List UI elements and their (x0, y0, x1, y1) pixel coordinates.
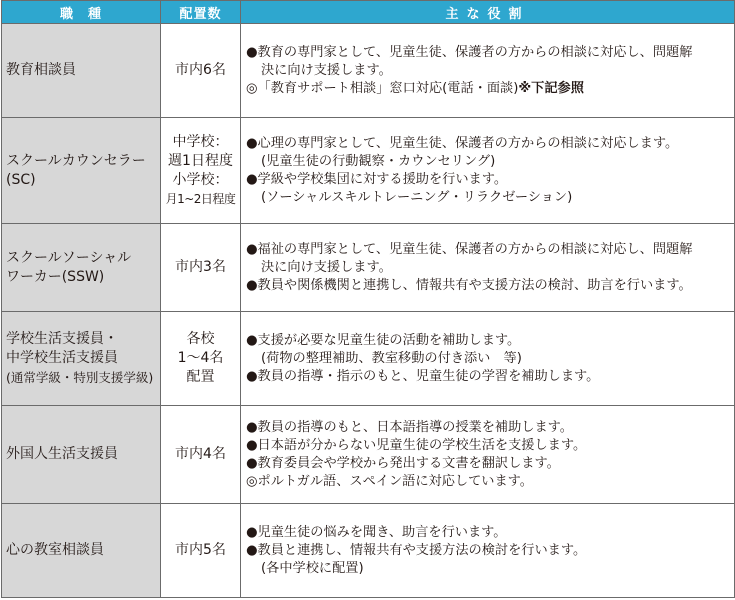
role-name-line: スクールソーシャル (6, 249, 132, 266)
staff-count-line: 市内3名 (175, 259, 226, 275)
see-below-note: ※下記参照 (518, 80, 584, 96)
duty-line (246, 542, 728, 560)
staff-count-line: 1～4名 (177, 350, 224, 366)
duty-line (246, 368, 728, 386)
table-row (2, 406, 735, 504)
duty-text: ●教員や関係機関と連携し、情報共有や支援方法の検討、助言を行います。 (246, 277, 692, 293)
staff-count-line: 月1~2日程度 (165, 191, 236, 206)
duty-text: ●教育委員会や学校から発出する文書を翻訳します。 (246, 455, 560, 471)
duty-text: ●日本語が分からない児童生徒の学校生活を支援します。 (246, 437, 587, 453)
duty-text: ●心理の専門家として、児童生徒、保護者の方からの相談に対応します。 (246, 135, 679, 151)
duty-cell (241, 504, 735, 598)
role-cell (2, 504, 161, 598)
duty-text: (ソーシャルスキルトレーニング・リラクゼーション) (261, 189, 573, 205)
table-row (2, 224, 735, 312)
role-cell (2, 24, 161, 118)
duty-text: (各中学校に配置) (261, 560, 364, 576)
duty-text: ●児童生徒の悩みを聞き、助言を行います。 (246, 524, 507, 540)
duty-line (246, 241, 728, 259)
role-name-line: (通常学級・特別支援学級) (6, 370, 154, 385)
duty-line (246, 473, 728, 491)
duty-text: (荷物の整理補助、教室移動の付き添い 等) (261, 350, 522, 366)
duty-line (246, 44, 728, 62)
role-name-line: スクールカウンセラー (6, 152, 146, 169)
duty-text: ◎「教育サポート相談」窓口対応(電話・面談) (246, 80, 519, 96)
role-name-line: 中学校生活支援員 (6, 350, 118, 366)
duty-line (246, 524, 728, 542)
table-row (2, 312, 735, 406)
header-role: 職 種 (2, 1, 161, 24)
role-cell (2, 224, 161, 312)
role-name-line: 学校生活支援員・ (6, 331, 118, 347)
duty-cell (241, 406, 735, 504)
duty-line (246, 259, 728, 277)
staff-count-line: 中学校： (172, 133, 229, 150)
duty-line (246, 455, 728, 473)
duty-line (246, 135, 728, 153)
duty-cell (241, 24, 735, 118)
staff-count-cell (161, 224, 241, 312)
duty-line (246, 419, 728, 437)
role-name-line: (SC) (6, 171, 36, 188)
duty-cell (241, 224, 735, 312)
staff-count-cell (161, 312, 241, 406)
duty-text: ●学級や学校集団に対する援助を行います。 (246, 171, 508, 187)
staff-count-cell (161, 406, 241, 504)
duty-line (246, 332, 728, 350)
duty-line (246, 277, 728, 295)
staff-count-line: 小学校： (172, 171, 229, 188)
staff-count-cell (161, 24, 241, 118)
staff-count-line: 週1日程度 (168, 152, 233, 169)
staff-roles-table (1, 0, 735, 598)
duty-line (246, 350, 728, 368)
role-name-line: ワーカー(SSW) (6, 268, 105, 285)
role-cell (2, 312, 161, 406)
staff-count-line: 各校 (186, 331, 215, 347)
staff-count-cell (161, 504, 241, 598)
duty-text: ●教員の指導のもと、日本語指導の授業を補助します。 (246, 419, 573, 435)
duty-text: 決に向け支援します。 (261, 259, 392, 275)
duty-line (246, 437, 728, 455)
role-cell (2, 406, 161, 504)
duty-line (246, 80, 728, 98)
duty-text: (児童生徒の行動観察・カウンセリング) (261, 153, 496, 169)
role-cell (2, 118, 161, 224)
duty-line (246, 171, 728, 189)
duty-cell (241, 312, 735, 406)
staff-count-line: 市内5名 (175, 542, 226, 558)
staff-count-cell (161, 118, 241, 224)
duty-text: ●教員と連携し、情報共有や支援方法の検討を行います。 (246, 542, 587, 558)
duty-text: 決に向け支援します。 (261, 62, 392, 78)
duty-cell (241, 118, 735, 224)
duty-text: ●教員の指導・指示のもと、児童生徒の学習を補助します。 (246, 368, 600, 384)
duty-line (246, 189, 728, 207)
duty-line (246, 153, 728, 171)
table-row (2, 24, 735, 118)
table-row (2, 118, 735, 224)
duty-line (246, 560, 728, 578)
staff-count-line: 市内6名 (175, 62, 226, 78)
duty-text: ◎ポルトガル語、スペイン語に対応しています。 (246, 473, 533, 489)
role-name-line: 外国人生活支援員 (6, 446, 118, 462)
staff-count-line: 市内4名 (175, 446, 226, 462)
header-duty: 主な役割 (241, 1, 735, 24)
duty-text: ●福祉の専門家として、児童生徒、保護者の方からの相談に対応し、問題解 (246, 241, 693, 257)
duty-line (246, 62, 728, 80)
role-name-line: 教育相談員 (6, 62, 76, 78)
duty-text: ●支援が必要な児童生徒の活動を補助します。 (246, 332, 521, 348)
header-count: 配置数 (161, 1, 241, 24)
duty-text: ●教育の専門家として、児童生徒、保護者の方からの相談に対応し、問題解 (246, 44, 693, 60)
role-name-line: 心の教室相談員 (6, 542, 104, 558)
staff-count-line: 配置 (186, 369, 215, 385)
header-row (2, 1, 735, 24)
table-row (2, 504, 735, 598)
